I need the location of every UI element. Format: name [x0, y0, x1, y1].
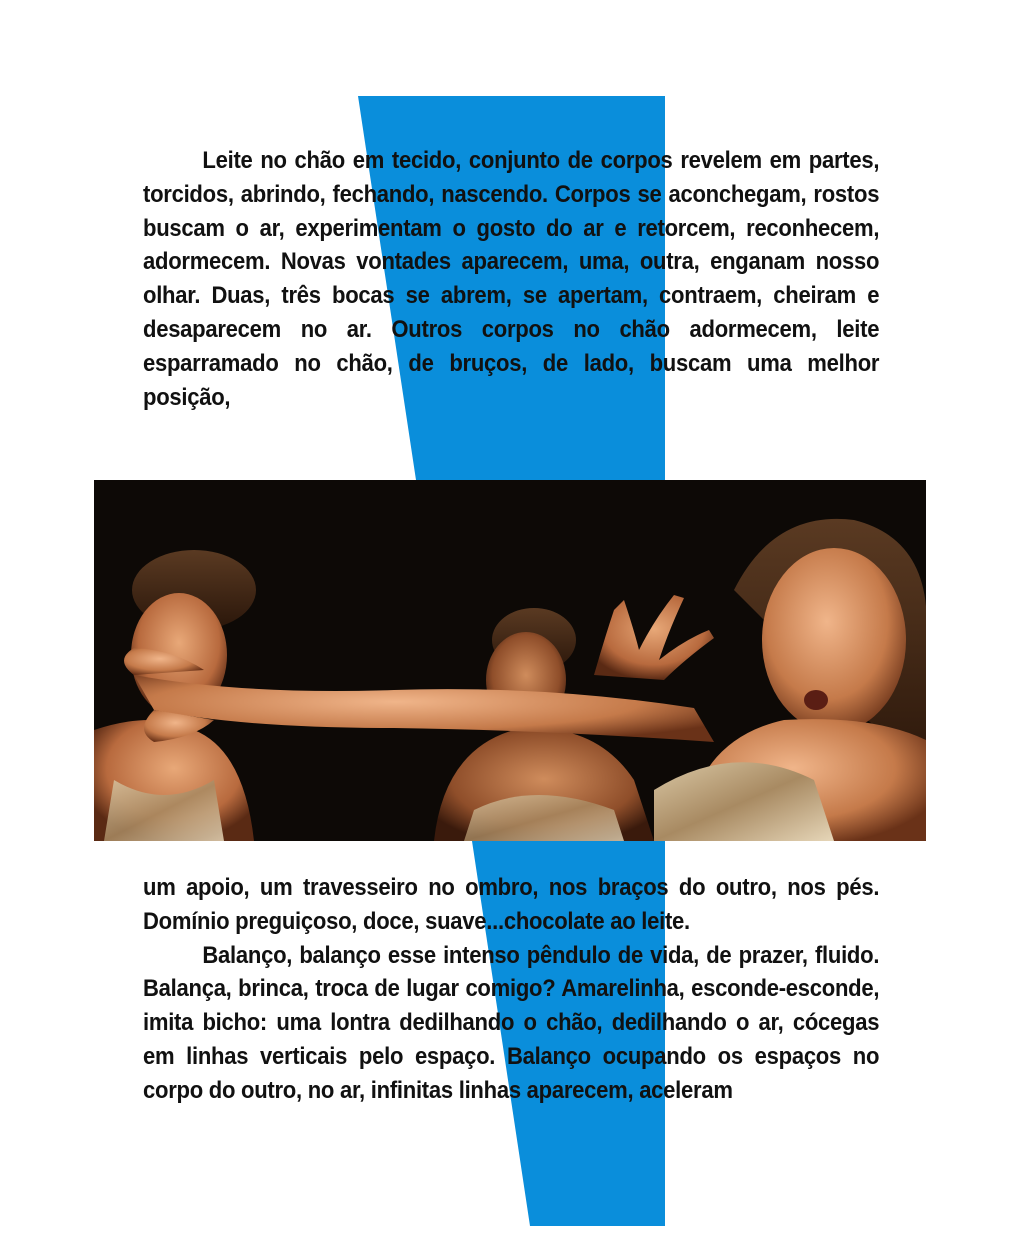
lower-text-block [143, 871, 880, 1108]
upper-text-block [143, 144, 880, 414]
body-paragraph: Balanço, balanço esse intenso pêndulo de vida, de prazer, fluido. Balança, brinca, troca de lugar comigo? Amarelinha, esconde-esconde, imita bicho: uma lontra dedilhando o chão, dedilhando o ar, cócegas em linhas verticais pelo espaço. Balanço ocupando os espaços no corpo do outro, no ar, infinitas linhas aparecem, aceleram [143, 941, 880, 1104]
body-paragraph: Leite no chão em tecido, conjunto de corpos revelem em partes, torcidos, abrindo, fechando, nascendo. Corpos se aconchegam, rostos buscam o ar, experimentam o gosto do ar e retorcem, reconhecem, adormecem. Novas vontades aparecem, uma, outra, enganam nosso olhar. Duas, três bocas se abrem, se apertam, contraem, cheiram e desaparecem no ar. Outros corpos no chão adormecem, leite esparramado no chão, de bruços, de lado, buscam uma melhor posição, [143, 147, 880, 411]
dance-performance-photo [94, 480, 926, 841]
body-paragraph-continued: um apoio, um travesseiro no ombro, nos braços do outro, nos pés. Domínio preguiçoso, doce, suave...chocolate ao leite. [143, 874, 880, 935]
